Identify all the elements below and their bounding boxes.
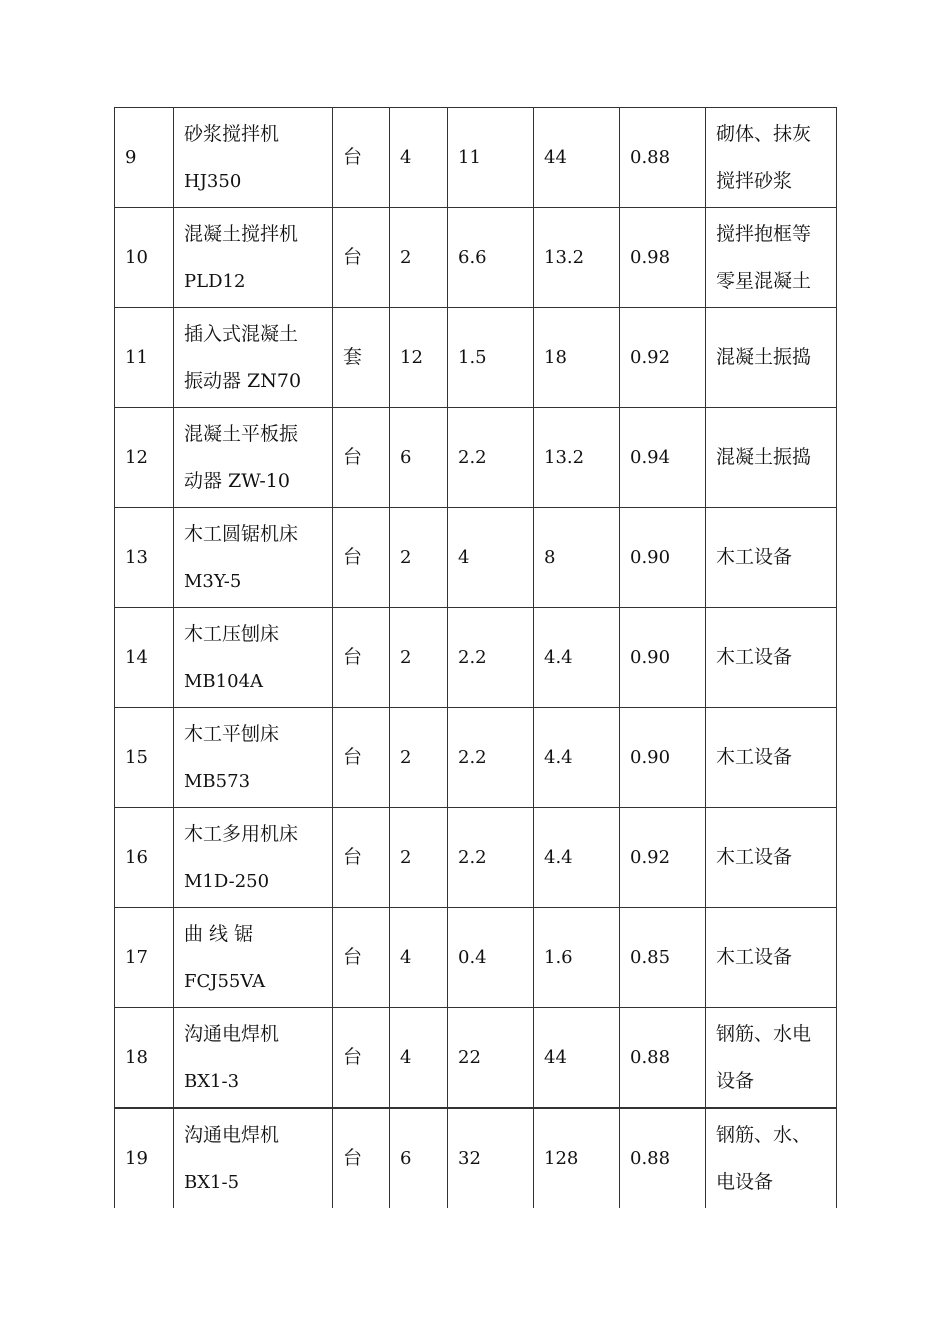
unit: 台 (333, 808, 390, 908)
rated-power: 0.4 (448, 908, 534, 1008)
equipment-name-line1: 木工多用机床 (184, 822, 299, 845)
equipment-name-line1: 沟通电焊机 (184, 1123, 280, 1146)
equipment-model: FCJ55VA (184, 970, 266, 992)
table-row (115, 508, 837, 608)
rated-power: 4 (448, 508, 534, 608)
equipment-model: BX1-3 (184, 1070, 240, 1092)
table-body (115, 108, 837, 1209)
unit: 套 (333, 308, 390, 408)
rated-power: 1.5 (448, 308, 534, 408)
quantity: 2 (390, 208, 448, 308)
usage (706, 1008, 837, 1109)
power-factor: 0.88 (620, 108, 706, 208)
total-power: 13.2 (534, 408, 620, 508)
quantity: 12 (390, 308, 448, 408)
equipment-model: M1D-250 (184, 870, 270, 892)
rated-power: 11 (448, 108, 534, 208)
equipment-model: 振动器 ZN70 (184, 369, 302, 392)
power-factor: 0.90 (620, 508, 706, 608)
equipment-name-line1: 混凝土平板振 (184, 422, 299, 445)
row-number: 14 (115, 608, 174, 708)
usage-line1: 砌体、抹灰 (716, 122, 812, 145)
row-number: 9 (115, 108, 174, 208)
table-row (115, 1008, 837, 1109)
row-number: 19 (115, 1108, 174, 1208)
quantity: 2 (390, 508, 448, 608)
equipment-model: MB104A (184, 670, 264, 692)
usage-line1: 搅拌抱框等 (716, 222, 812, 245)
usage-line1: 钢筋、水、 (716, 1123, 812, 1146)
equipment-name-line1: 木工圆锯机床 (184, 522, 299, 545)
rated-power: 22 (448, 1008, 534, 1109)
usage: 木工设备 (706, 508, 837, 608)
unit: 台 (333, 608, 390, 708)
row-number: 16 (115, 808, 174, 908)
equipment-name-line1: 插入式混凝土 (184, 322, 299, 345)
equipment-model: PLD12 (184, 270, 246, 292)
equipment-name (174, 608, 333, 708)
usage (706, 108, 837, 208)
row-number: 17 (115, 908, 174, 1008)
quantity: 6 (390, 408, 448, 508)
equipment-model: MB573 (184, 770, 251, 792)
power-factor: 0.92 (620, 308, 706, 408)
usage: 混凝土振捣 (706, 308, 837, 408)
rated-power: 32 (448, 1108, 534, 1208)
rated-power: 2.2 (448, 408, 534, 508)
total-power: 1.6 (534, 908, 620, 1008)
equipment-table (114, 107, 837, 1208)
quantity: 4 (390, 1008, 448, 1109)
unit: 台 (333, 1008, 390, 1109)
usage (706, 1108, 837, 1208)
usage: 木工设备 (706, 908, 837, 1008)
equipment-name-line1: 曲 线 锯 (184, 922, 254, 945)
table-row (115, 208, 837, 308)
equipment-model: 动器 ZW-10 (184, 469, 290, 492)
power-factor: 0.85 (620, 908, 706, 1008)
row-number: 18 (115, 1008, 174, 1109)
equipment-name (174, 508, 333, 608)
total-power: 128 (534, 1108, 620, 1208)
unit: 台 (333, 408, 390, 508)
row-number: 10 (115, 208, 174, 308)
quantity: 2 (390, 708, 448, 808)
equipment-model: HJ350 (184, 170, 242, 192)
table-row (115, 1108, 837, 1208)
table-row (115, 408, 837, 508)
power-factor: 0.88 (620, 1008, 706, 1109)
power-factor: 0.88 (620, 1108, 706, 1208)
quantity: 4 (390, 108, 448, 208)
usage-line2: 零星混凝土 (716, 269, 812, 292)
rated-power: 2.2 (448, 608, 534, 708)
power-factor: 0.90 (620, 708, 706, 808)
row-number: 11 (115, 308, 174, 408)
equipment-name-line1: 沟通电焊机 (184, 1022, 280, 1045)
total-power: 44 (534, 1008, 620, 1109)
usage: 木工设备 (706, 608, 837, 708)
total-power: 18 (534, 308, 620, 408)
unit: 台 (333, 508, 390, 608)
unit: 台 (333, 208, 390, 308)
usage: 木工设备 (706, 708, 837, 808)
power-factor: 0.98 (620, 208, 706, 308)
total-power: 4.4 (534, 608, 620, 708)
equipment-name (174, 1008, 333, 1109)
row-number: 12 (115, 408, 174, 508)
unit: 台 (333, 708, 390, 808)
quantity: 2 (390, 808, 448, 908)
table-row (115, 908, 837, 1008)
row-number: 13 (115, 508, 174, 608)
equipment-name (174, 1108, 333, 1208)
rated-power: 6.6 (448, 208, 534, 308)
quantity: 6 (390, 1108, 448, 1208)
table-row (115, 608, 837, 708)
total-power: 4.4 (534, 808, 620, 908)
power-factor: 0.90 (620, 608, 706, 708)
rated-power: 2.2 (448, 708, 534, 808)
total-power: 13.2 (534, 208, 620, 308)
unit: 台 (333, 908, 390, 1008)
equipment-name (174, 708, 333, 808)
usage-line2: 电设备 (716, 1170, 774, 1193)
equipment-name (174, 208, 333, 308)
equipment-name (174, 108, 333, 208)
equipment-name (174, 408, 333, 508)
equipment-model: M3Y-5 (184, 570, 242, 592)
equipment-name-line1: 木工压刨床 (184, 622, 280, 645)
total-power: 44 (534, 108, 620, 208)
equipment-name (174, 808, 333, 908)
unit: 台 (333, 108, 390, 208)
usage: 混凝土振捣 (706, 408, 837, 508)
table-row (115, 708, 837, 808)
equipment-model: BX1-5 (184, 1171, 240, 1193)
row-number: 15 (115, 708, 174, 808)
equipment-name (174, 308, 333, 408)
table-row (115, 808, 837, 908)
equipment-name-line1: 混凝土搅拌机 (184, 222, 299, 245)
total-power: 8 (534, 508, 620, 608)
table-row (115, 108, 837, 208)
usage (706, 208, 837, 308)
usage: 木工设备 (706, 808, 837, 908)
equipment-name-line1: 砂浆搅拌机 (184, 122, 280, 145)
quantity: 2 (390, 608, 448, 708)
power-factor: 0.92 (620, 808, 706, 908)
usage-line2: 设备 (716, 1069, 755, 1092)
quantity: 4 (390, 908, 448, 1008)
usage-line1: 钢筋、水电 (716, 1022, 812, 1045)
usage-line2: 搅拌砂浆 (716, 169, 793, 192)
rated-power: 2.2 (448, 808, 534, 908)
unit: 台 (333, 1108, 390, 1208)
total-power: 4.4 (534, 708, 620, 808)
table-row (115, 308, 837, 408)
power-factor: 0.94 (620, 408, 706, 508)
equipment-name-line1: 木工平刨床 (184, 722, 280, 745)
equipment-name (174, 908, 333, 1008)
